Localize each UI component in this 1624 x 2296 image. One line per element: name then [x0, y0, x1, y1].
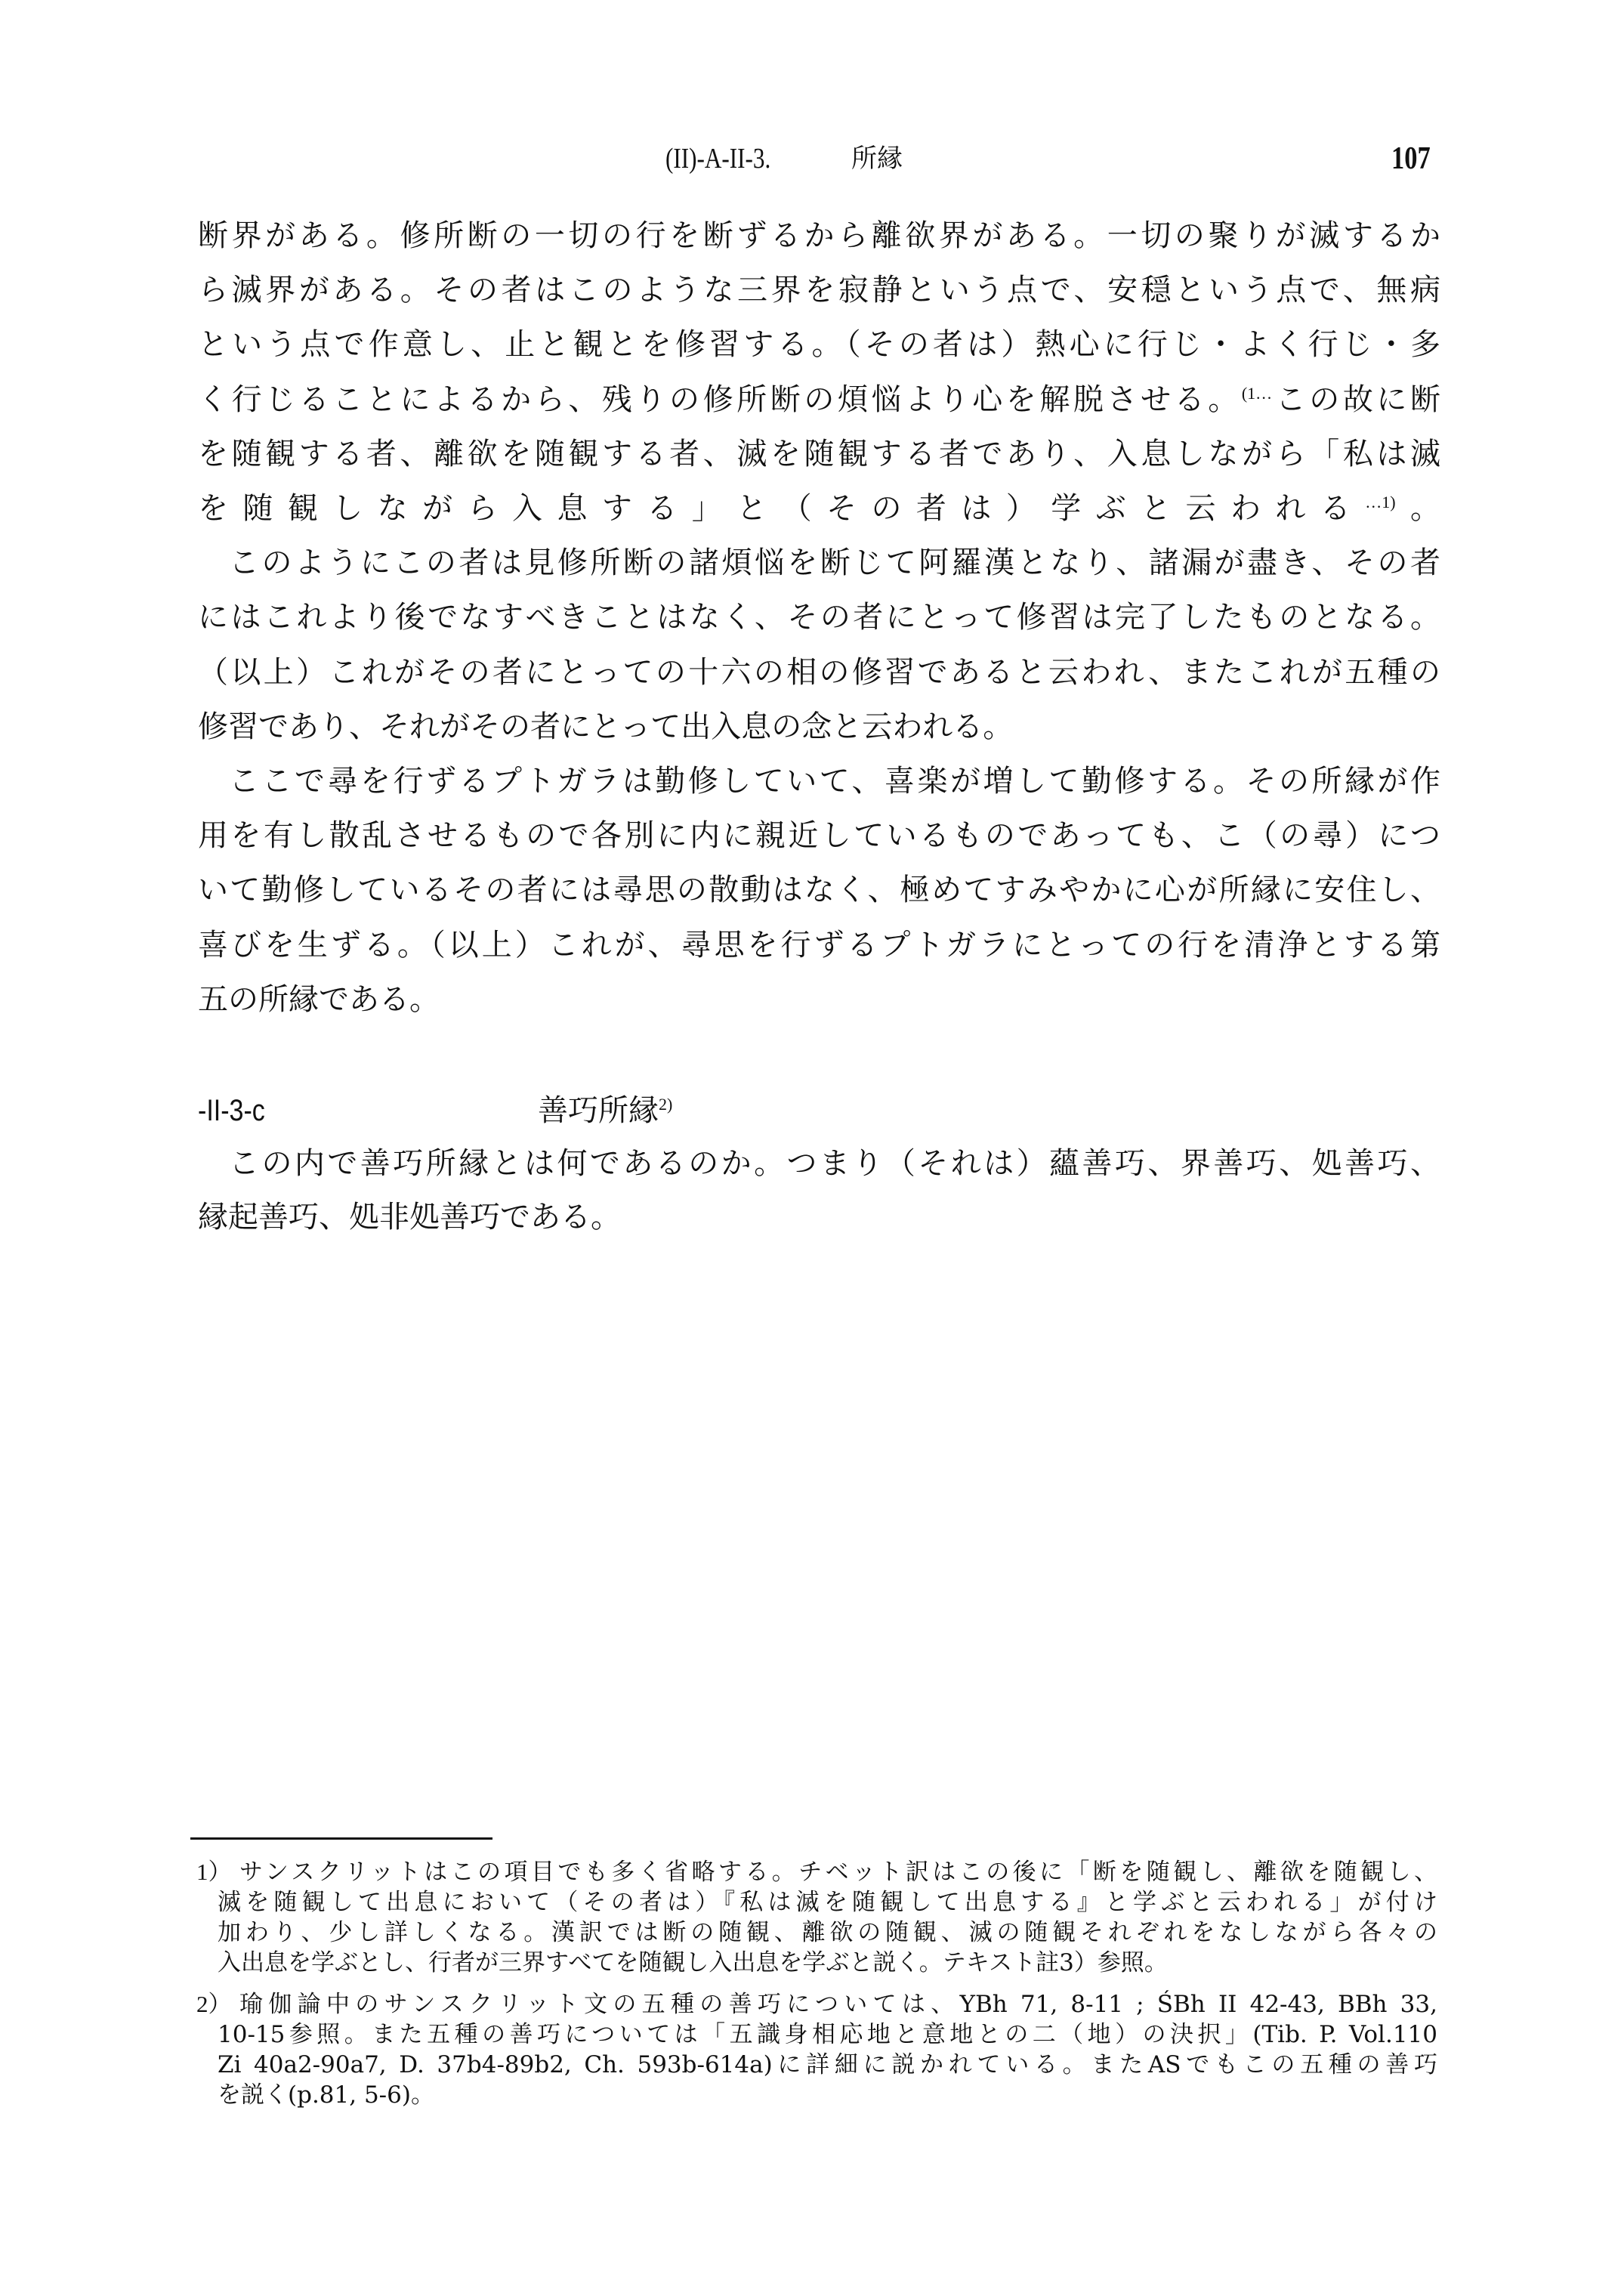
text-line: [198, 808, 1440, 863]
text-line: [198, 317, 1440, 372]
text-line: [198, 645, 1440, 700]
footnote-line: 滅を随観して出息において（その者は）『私は滅を随観して出息する』と学ぶと云われる」が付け: [218, 1889, 1437, 1916]
text-line: [198, 590, 1440, 644]
line-text: 。: [1395, 491, 1441, 526]
text-line: [198, 754, 1440, 808]
line-text: 喜びを生ずる。（以上）これが、尋思を行ずるプトガラにとっての行を清浄とする第: [198, 927, 1440, 963]
footnote-line: 入出息を学ぶとし、行者が三界すべてを随観し入出息を学ぶと説く。テキスト註3）参照。: [218, 1949, 1168, 1976]
line-text: このようにこの者は見修所断の諸煩悩を断じて阿羅漢となり、諸漏が盡き、その者: [229, 545, 1440, 581]
section-title-text: 善巧所縁: [538, 1093, 659, 1128]
footnote-line: 10-15参照。また五種の善巧については「五識身相応地と意地との二（地）の決択」(Tib. P. Vol.110: [218, 2021, 1437, 2048]
footnote-line: 瑜伽論中のサンスクリット文の五種の善巧については、YBh 71, 8-11 ; ŚBh II 42-43, BBh 33,: [239, 1991, 1437, 2018]
line-text: いて勤修しているその者には尋思の散動はなく、極めてすみやかに心が所縁に安住し、: [198, 873, 1440, 908]
line-text: 断界がある。修所断の一切の行を断ずるから離欲界がある。一切の聚りが滅するか: [198, 218, 1440, 253]
page-number: 107: [1391, 141, 1431, 176]
line-text: 用を有し散乱させるもので各別に内に親近しているものであっても、こ（の尋）につ: [198, 818, 1440, 854]
footnote-line: を説く(p.81, 5-6)。: [218, 2081, 434, 2109]
text-line: [198, 918, 1440, 972]
footnote-line: サンスクリットはこの項目でも多く省略する。チベット訳はこの後に「断を随観し、離欲を随観し、: [239, 1859, 1437, 1886]
header-section-title: 所縁: [851, 144, 903, 174]
text-line: [198, 536, 1440, 590]
footnote-ref-1[interactable]: …1): [1365, 493, 1396, 511]
footnote-ref-1[interactable]: (1…: [1241, 383, 1273, 403]
section-number: -II-3-c: [198, 1094, 265, 1127]
line-text: を随観する者、離欲を随観する者、滅を随観する者であり、入息しながら「私は滅: [198, 436, 1440, 471]
text-line: [198, 863, 1440, 917]
line-text: く行じることによるから、残りの修所断の煩悩より心を解脱させる。: [198, 382, 1242, 417]
text-line: [198, 1136, 1440, 1191]
text-line: [198, 1190, 1440, 1244]
text-line: [198, 372, 1440, 427]
footnote-ref-2[interactable]: 2): [659, 1095, 673, 1114]
text-line: [198, 263, 1440, 317]
line-text: 縁起善巧、処非処善巧である。: [198, 1200, 621, 1235]
footnote-marker: 2）: [196, 1991, 232, 2017]
line-text: ここで尋を行ずるプトガラは勤修していて、喜楽が増して勤修する。その所縁が作: [229, 764, 1440, 799]
line-text: 五の所縁である。: [198, 981, 440, 1017]
text-line: [198, 700, 1440, 754]
line-text: ら滅界がある。その者はこのような三界を寂静という点で、安穏という点で、無病: [198, 273, 1440, 308]
header-section-number: (II)-A-II-3.: [665, 143, 771, 175]
footnote-marker: 1）: [196, 1859, 232, 1885]
line-text: この故に断: [1272, 382, 1441, 417]
footnote-line: Zi 40a2-90a7, D. 37b4-89b2, Ch. 593b-614a)に詳細に説かれている。またASでもこの五種の善巧: [218, 2051, 1437, 2078]
text-line: [198, 427, 1440, 481]
footnote-divider: [190, 1837, 492, 1840]
text-line: [198, 209, 1440, 263]
line-text: という点で作意し、止と観とを修習する。（その者は）熱心に行じ・よく行じ・多: [198, 327, 1440, 363]
text-line: [198, 481, 1440, 536]
line-text: にはこれより後でなすべきことはなく、その者にとって修習は完了したものとなる。: [198, 600, 1440, 635]
line-text: 修習であり、それがその者にとって出入息の念と云われる。: [198, 709, 1014, 744]
footnote-line: 加わり、少し詳しくなる。漢訳では断の随観、離欲の随観、滅の随観それぞれをなしながら各々の: [218, 1919, 1437, 1946]
line-text: を随観しながら入息する」と（その者は）学ぶと云われる: [198, 491, 1366, 526]
section-title: [538, 1083, 672, 1138]
text-line: [198, 972, 1440, 1027]
line-text: （以上）これがその者にとっての十六の相の修習であると云われ、またこれが五種の: [198, 654, 1440, 690]
line-text: この内で善巧所縁とは何であるのか。つまり（それは）蘊善巧、界善巧、処善巧、: [229, 1146, 1440, 1181]
